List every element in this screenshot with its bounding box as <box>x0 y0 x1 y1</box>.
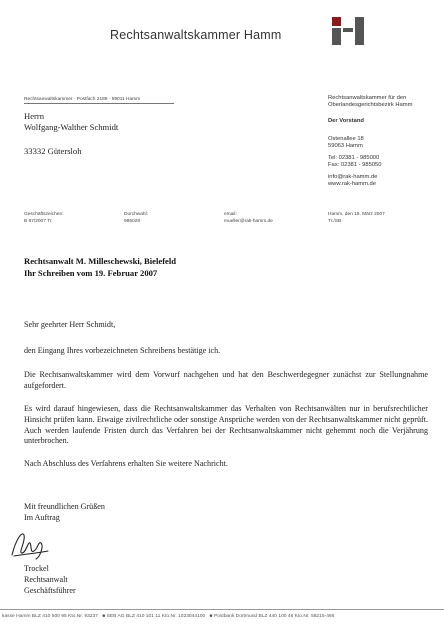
contact-org-line-2: Oberlandesgerichtsbezirk Hamm <box>328 102 413 108</box>
contact-fax: Fax: 02381 - 985050 <box>328 162 382 168</box>
ref-value-email: mueller@rak-hamm.de <box>224 219 273 224</box>
recipient-city: 33332 Gütersloh <box>24 146 82 156</box>
contact-email: info@rak-hamm.de <box>328 174 378 180</box>
subject-line-2: Ihr Schreiben vom 19. Februar 2007 <box>24 268 158 278</box>
footer-bank-3: ■ Postbank Dortmund BLZ 440 100 46 Kto.Nr. 58215-466 <box>209 614 335 619</box>
sender-rule <box>24 103 174 104</box>
subject-line-1: Rechtsanwalt M. Milleschewski, Bielefeld <box>24 256 177 266</box>
org-title: Rechtsanwaltskammer Hamm <box>110 28 282 42</box>
contact-board: Der Vorstand <box>328 118 364 124</box>
ref-value-reference: B 87/2007 Tr. <box>24 219 53 224</box>
ref-label-email: email: <box>224 212 237 217</box>
footer-bank-details <box>2 614 337 619</box>
recipient-name: Wolfgang-Walther Schmidt <box>24 122 119 132</box>
footer-bank-1: kasse Hamm BLZ 410 500 95 Kto.Nr. 93237 <box>2 614 98 619</box>
footer-bank-2: ■ SEB AG BLZ 410 101 11 Kto.Nr. 1023044100 <box>102 614 206 619</box>
closing-greeting: Mit freundlichen Grüßen <box>24 502 105 511</box>
ref-label-reference: Geschäftszeichen: <box>24 212 64 217</box>
letter-date: Hamm, den 15. März 2007 <box>328 212 385 217</box>
signer-title: Rechtsanwalt <box>24 575 68 584</box>
handwritten-signature <box>8 527 52 561</box>
letter-sign: Tr./SB <box>328 219 342 224</box>
contact-city: 59063 Hamm <box>328 143 363 149</box>
signer-name: Trockel <box>24 564 49 573</box>
closing-on-behalf: Im Auftrag <box>24 513 60 522</box>
sender-return-line: Rechtsanwaltskammer · Postfach 2189 · 59011 Hamm <box>24 97 141 102</box>
body-paragraph-2: Die Rechtsanwaltskammer wird dem Vorwurf nachgehen und hat den Beschwerdegegner zunächst zur Stellungnahme aufgefordert. <box>24 370 428 390</box>
chamber-logo-icon <box>332 17 376 45</box>
ref-label-direct-dial: Durchwahl: <box>124 212 148 217</box>
body-paragraph-1: den Eingang Ihres vorbezeichneten Schreibens bestätige ich. <box>24 346 221 355</box>
contact-phone: Tel: 02381 - 985000 <box>328 155 380 161</box>
body-paragraph-4: Nach Abschluss des Verfahrens erhalten Sie weitere Nachricht. <box>24 459 228 468</box>
ref-value-direct-dial: 985028 <box>124 219 141 224</box>
contact-web: www.rak-hamm.de <box>328 181 376 187</box>
contact-street: Ostenallee 18 <box>328 136 364 142</box>
body-paragraph-3: Es wird darauf hingewiesen, dass die Rechtsanwaltskammer das Verhalten von Rechtsanwälten nur in berufsrechtlicher Hinsicht prüfen kann. Etwaige zivilrechtliche oder sonstige Ansprüche werden von der Rechtsanwaltskammer nicht geprüft. Auch werden laufende Fristen durch das Verfahren bei der Rechtsanwaltskammer nicht gehemmt noch die Verjährung unterbrochen. <box>24 404 428 446</box>
recipient-salutation: Herrn <box>24 111 45 121</box>
signer-role: Geschäftsführer <box>24 586 76 595</box>
footer-rule <box>0 609 444 610</box>
contact-org-line: Rechtsanwaltskammer für den <box>328 95 407 101</box>
greeting: Sehr geehrter Herr Schmidt, <box>24 320 116 329</box>
